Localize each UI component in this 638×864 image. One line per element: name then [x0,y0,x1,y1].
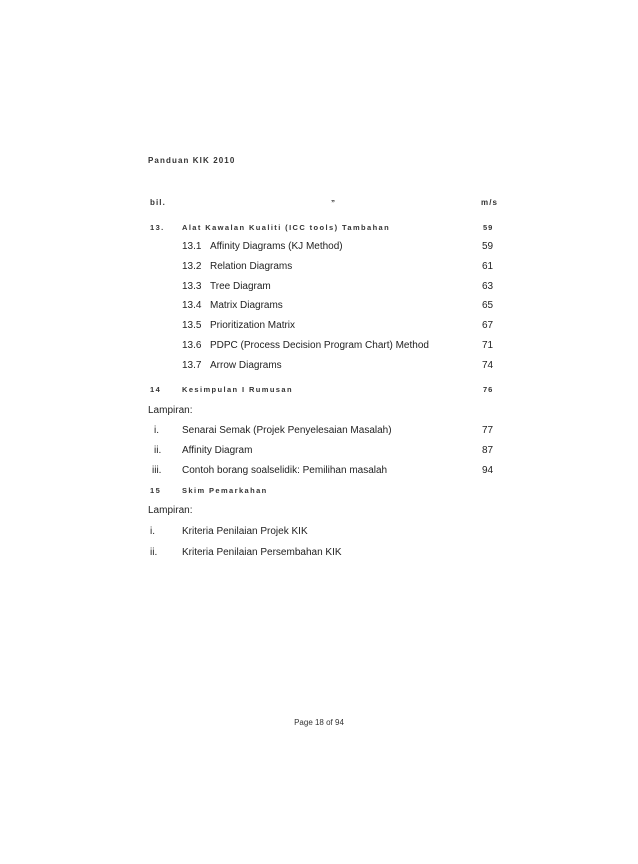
item-13-3-number: 13.3 [182,281,202,292]
item-13-2-page: 61 [482,261,494,272]
document-title: Panduan KIK 2010 [148,156,236,165]
lampiran-15-i-title: Kriteria Penilaian Projek KIK [182,526,308,537]
lampiran-15-ii-title: Kriteria Penilaian Persembahan KIK [182,547,342,558]
item-13-4-number: 13.4 [182,300,202,311]
item-13-3-page: 63 [482,281,494,292]
item-13-7-number: 13.7 [182,360,202,371]
lampiran-14-i-page: 77 [482,425,494,436]
lampiran-15-i-number: i. [150,526,155,537]
item-13-1-page: 59 [482,241,494,252]
column-bil-heading: bil. [150,198,166,207]
section-15-lampiran-label: Lampiran: [148,505,193,516]
lampiran-14-i-title: Senarai Semak (Projek Penyelesaian Masalah) [182,425,392,436]
column-middle-mark: „ [331,194,337,203]
lampiran-14-i-number: i. [154,425,159,436]
lampiran-14-iii-page: 94 [482,465,494,476]
section-14-lampiran-label: Lampiran: [148,405,193,416]
section-14-number: 14 [150,385,162,394]
item-13-5-title: Prioritization Matrix [210,320,296,331]
section-13-title: Alat Kawalan Kualiti (ICC tools) Tambahan [182,223,391,232]
section-13-page: 59 [483,223,494,232]
item-13-7-page: 74 [482,360,494,371]
item-13-7-title: Arrow Diagrams [210,360,282,371]
item-13-2-number: 13.2 [182,261,202,272]
lampiran-14-ii-number: ii. [154,445,162,456]
item-13-4-title: Matrix Diagrams [210,300,283,311]
lampiran-14-iii-number: iii. [152,465,162,476]
page-number-footer: Page 18 of 94 [294,718,344,727]
item-13-6-number: 13.6 [182,340,202,351]
section-15-number: 15 [150,486,162,495]
item-13-6-page: 71 [482,340,494,351]
column-page-heading: m/s [481,198,499,207]
item-13-2-title: Relation Diagrams [210,261,293,272]
item-13-5-number: 13.5 [182,320,202,331]
item-13-6-title: PDPC (Process Decision Program Chart) Method [210,340,429,351]
section-15-title: Skim Pemarkahan [182,486,268,495]
item-13-3-title: Tree Diagram [210,281,271,292]
section-14-page: 76 [483,385,494,394]
lampiran-14-iii-title: Contoh borang soalselidik: Pemilihan masalah [182,465,388,476]
section-13-number: 13. [150,223,165,232]
section-14-title: Kesimpulan I Rumusan [182,385,293,394]
item-13-1-number: 13.1 [182,241,202,252]
item-13-5-page: 67 [482,320,494,331]
lampiran-14-ii-page: 87 [482,445,494,456]
lampiran-14-ii-title: Affinity Diagram [182,445,253,456]
item-13-1-title: Affinity Diagrams (KJ Method) [210,241,343,252]
lampiran-15-ii-number: ii. [150,547,158,558]
item-13-4-page: 65 [482,300,494,311]
